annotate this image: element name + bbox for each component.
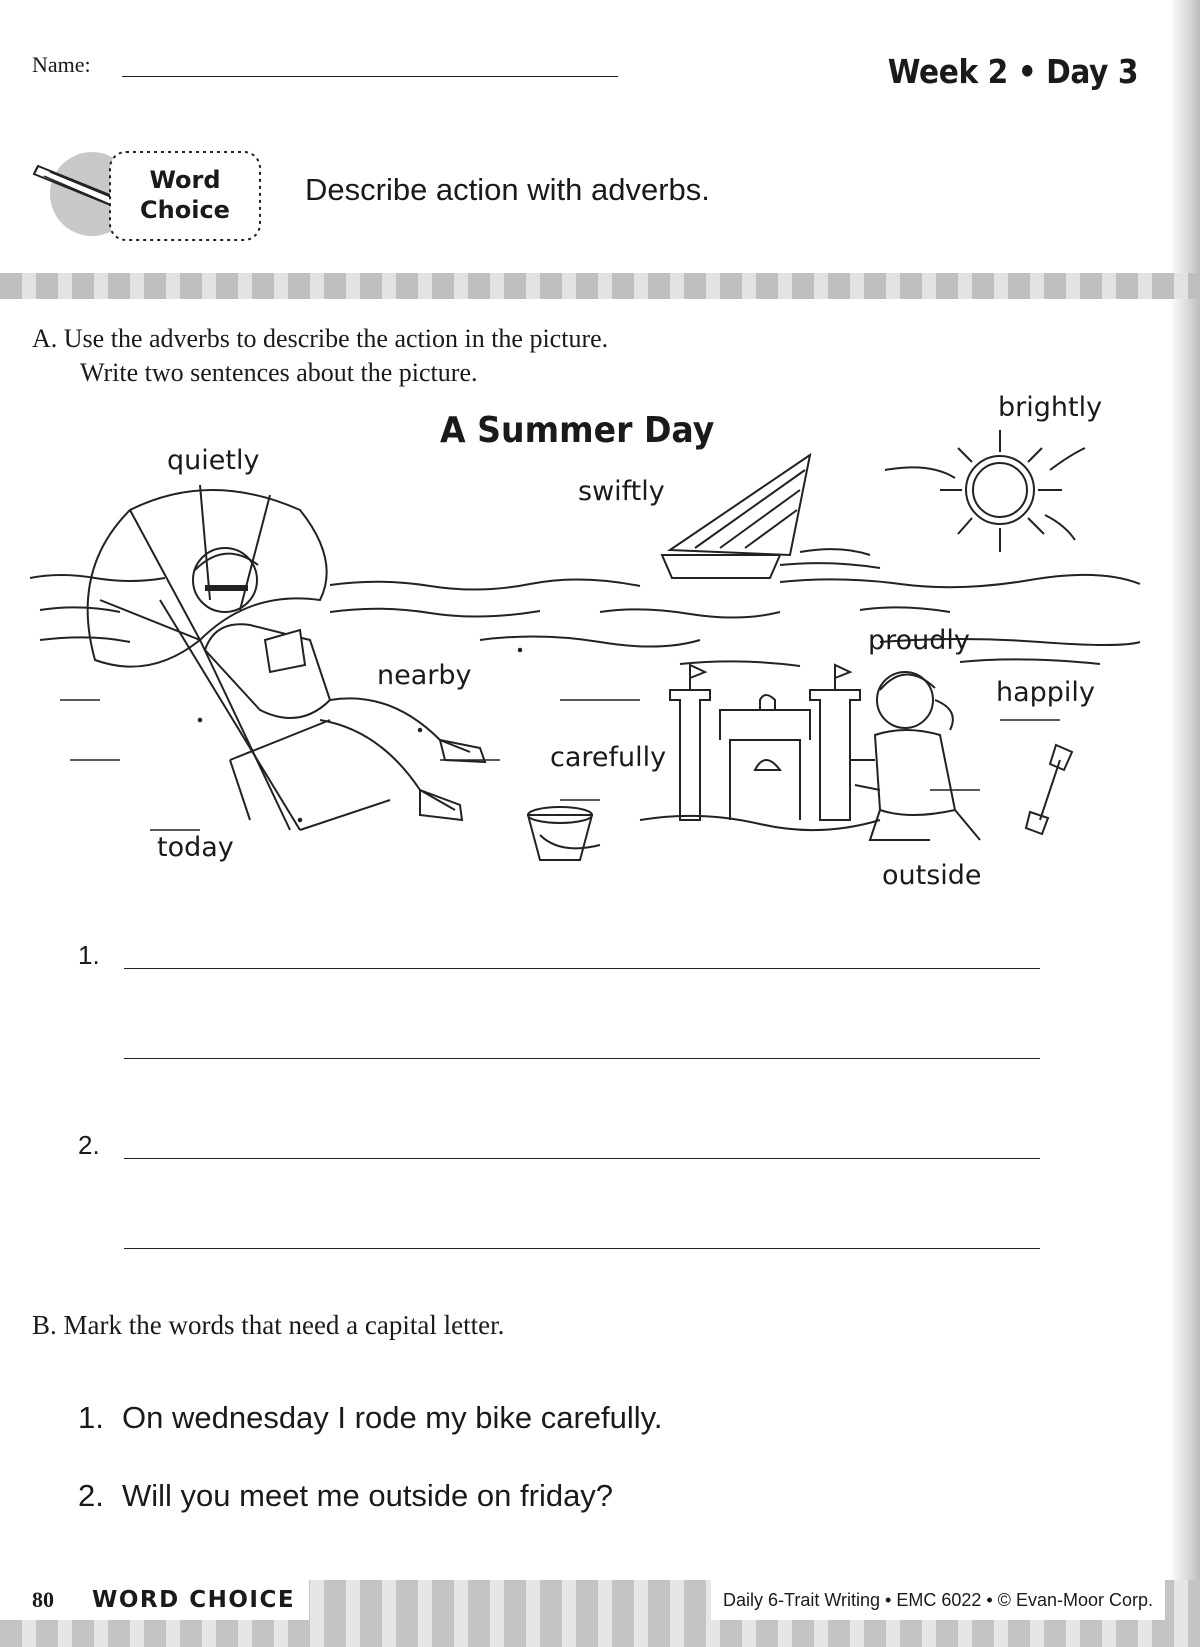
writing-line[interactable] [124,968,1040,969]
sentence-number: 2. [78,1478,104,1513]
footer-credit: Daily 6-Trait Writing • EMC 6022 • © Evan-Moor Corp. [711,1580,1165,1620]
capitalization-sentence[interactable] [78,1478,613,1514]
writing-line[interactable] [124,1058,1040,1059]
adverb-proudly: proudly [868,625,970,656]
writing-line[interactable] [124,1158,1040,1159]
footer-section-label: WORD CHOICE [92,1587,296,1613]
sailboat-icon [662,455,880,578]
adverb-quietly: quietly [167,445,260,476]
part-a-instruction-line2: Write two sentences about the picture. [80,358,478,387]
sun-icon [885,430,1085,552]
part-a-instruction-line1: Use the adverbs to describe the action in the picture. [63,324,609,353]
sentence-number: 1. [78,1400,104,1435]
footer-left [0,1580,309,1620]
badge-label-choice: Choice [140,196,230,224]
page-number: 80 [32,1587,54,1612]
capitalization-sentence[interactable] [78,1400,662,1436]
skill-description: Describe action with adverbs. [305,172,710,207]
adverb-carefully: carefully [550,742,667,773]
writing-line[interactable] [124,1248,1040,1249]
girl-icon [850,672,980,840]
word-choice-badge [30,150,285,250]
name-label: Name: [32,52,91,77]
part-b-instruction: Mark the words that need a capital letter. [63,1310,505,1340]
sea-waves [30,575,1140,666]
part-b-instructions [32,1310,504,1341]
sentence-text: On wednesday I rode my bike carefully. [122,1400,663,1435]
picture-title: A Summer Day [440,410,715,451]
adverb-outside: outside [882,860,982,891]
adverb-today: today [157,832,234,863]
adverb-swiftly: swiftly [578,476,665,507]
sentence-text: Will you meet me outside on friday? [122,1478,614,1513]
name-write-line[interactable] [122,76,618,77]
adverb-happily: happily [996,677,1095,708]
sand-texture [60,649,1060,831]
header-stripe-band [0,273,1200,299]
writing-item-number: 1. [78,940,100,970]
writing-item-number: 2. [78,1130,100,1160]
part-a-letter: A. [32,324,58,353]
shovel-icon [1026,745,1072,834]
sandcastle-icon [640,665,880,830]
badge-label-word: Word [149,166,221,194]
sand-bucket-icon [528,807,600,860]
week-day-title: Week 2 • Day 3 [887,52,1138,91]
adverb-nearby: nearby [377,660,472,691]
adverb-brightly: brightly [998,392,1103,423]
part-b-letter: B. [32,1310,57,1340]
